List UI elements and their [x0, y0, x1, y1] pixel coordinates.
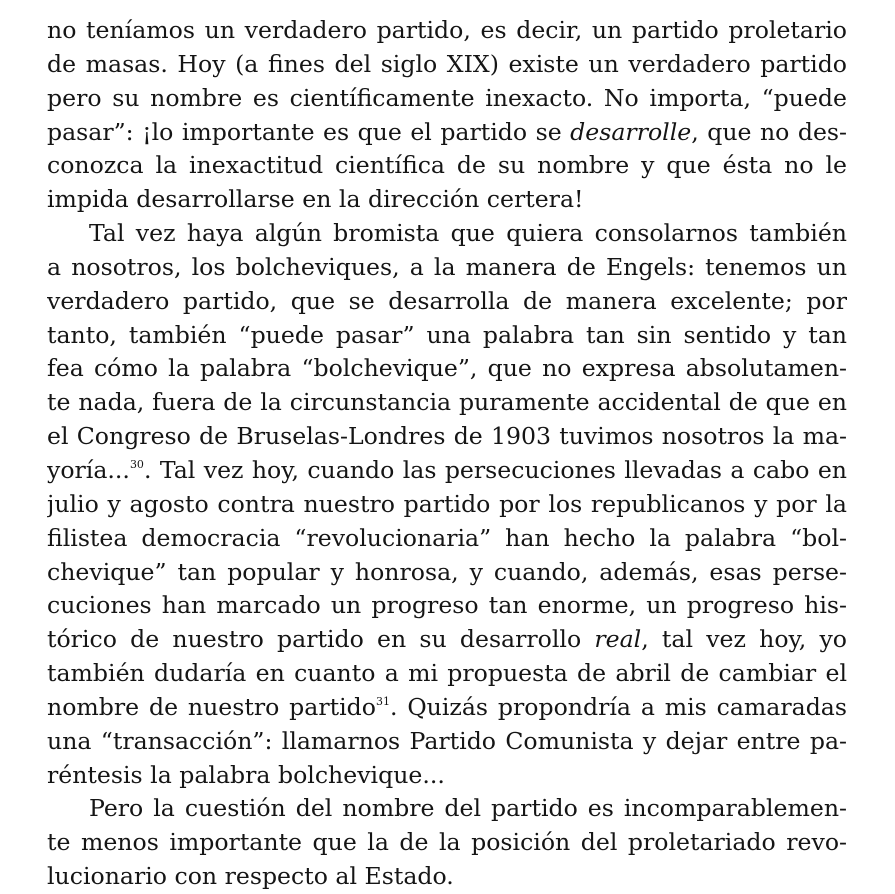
text-line [47, 860, 847, 894]
text-segment: . Tal vez hoy, cuando las persecuciones llevadas a cabo en [143, 455, 847, 484]
text-segment: julio y agosto contra nuestro partido por los republicanos y por la [47, 489, 847, 518]
paragraph [47, 792, 847, 894]
text-line [47, 657, 847, 691]
text-line [47, 759, 847, 793]
text-segment: tanto, también “puede pasar” una palabra tan sin sentido y tan [47, 320, 847, 349]
text-segment: tórico de nuestro partido en su desarrollo [47, 625, 595, 654]
text-segment: Tal vez haya algún bromista que quiera consolarnos también [89, 219, 847, 248]
text-segment: cuciones han marcado un progreso tan enorme, un progreso his- [47, 591, 847, 620]
text-line [47, 386, 847, 420]
emphasis-text: real [594, 625, 642, 654]
text-segment: también dudaría en cuanto a mi propuesta de abril de cambiar el [47, 659, 847, 688]
text-segment: conozca la inexactitud científica de su nombre y que ésta no le [47, 151, 847, 180]
text-segment: una “transacción”: llamarnos Partido Comunista y dejar entre pa- [47, 726, 847, 755]
text-line [47, 48, 847, 82]
text-line [47, 14, 847, 48]
text-line [47, 623, 847, 657]
text-segment: te nada, fuera de la circunstancia puramente accidental de que en [47, 388, 847, 417]
emphasis-text: desarrolle [570, 117, 692, 146]
text-line [47, 116, 847, 150]
text-line [47, 556, 847, 590]
text-segment: . Quizás propondría a mis camaradas [389, 692, 847, 721]
text-segment: impida desarrollarse en la dirección certera! [47, 185, 584, 214]
text-line [47, 285, 847, 319]
text-line [47, 217, 847, 251]
text-line [47, 725, 847, 759]
text-line [47, 589, 847, 623]
text-segment: réntesis la palabra bolchevique... [47, 760, 445, 789]
text-line [47, 792, 847, 826]
text-segment: nombre de nuestro partido [47, 692, 376, 721]
text-segment: Pero la cuestión del nombre del partido es incomparablemen- [89, 794, 847, 823]
footnote-ref[interactable]: 30 [129, 457, 144, 471]
text-segment: no teníamos un verdadero partido, es decir, un partido proletario [47, 16, 847, 44]
text-segment: te menos importante que la de la posición del proletariado revo- [47, 828, 847, 857]
text-segment: pero su nombre es científicamente inexacto. No importa, “puede [47, 83, 847, 112]
text-segment: a nosotros, los bolcheviques, a la manera de Engels: tenemos un [47, 252, 847, 281]
text-segment: yoría... [47, 455, 130, 484]
text-segment: , que no des- [691, 117, 847, 146]
text-line [47, 488, 847, 522]
text-line [47, 522, 847, 556]
text-line [47, 352, 847, 386]
text-segment: de masas. Hoy (a fines del siglo XIX) existe un verdadero partido [47, 49, 847, 78]
paragraph [47, 14, 847, 217]
text-line [47, 826, 847, 860]
text-line [47, 319, 847, 353]
text-segment: verdadero partido, que se desarrolla de manera excelente; por [47, 286, 847, 315]
text-line [47, 420, 847, 454]
text-line [47, 691, 847, 725]
text-line [47, 82, 847, 116]
text-line [47, 183, 847, 217]
text-segment: filistea democracia “revolucionaria” han hecho la palabra “bol- [47, 523, 847, 552]
text-line [47, 149, 847, 183]
text-segment: chevique” tan popular y honrosa, y cuando, además, esas perse- [47, 557, 847, 586]
text-segment: el Congreso de Bruselas-Londres de 1903 tuvimos nosotros la ma- [47, 422, 847, 451]
text-segment: fea cómo la palabra “bolchevique”, que no expresa absolutamen- [47, 354, 847, 383]
text-segment: pasar”: ¡lo importante es que el partido se [47, 117, 571, 146]
document-page [47, 14, 847, 894]
text-segment: lucionario con respecto al Estado. [47, 862, 454, 891]
paragraph [47, 217, 847, 792]
footnote-ref[interactable]: 31 [375, 694, 390, 708]
text-line [47, 251, 847, 285]
text-line [47, 454, 847, 488]
text-segment: , tal vez hoy, yo [641, 625, 847, 654]
